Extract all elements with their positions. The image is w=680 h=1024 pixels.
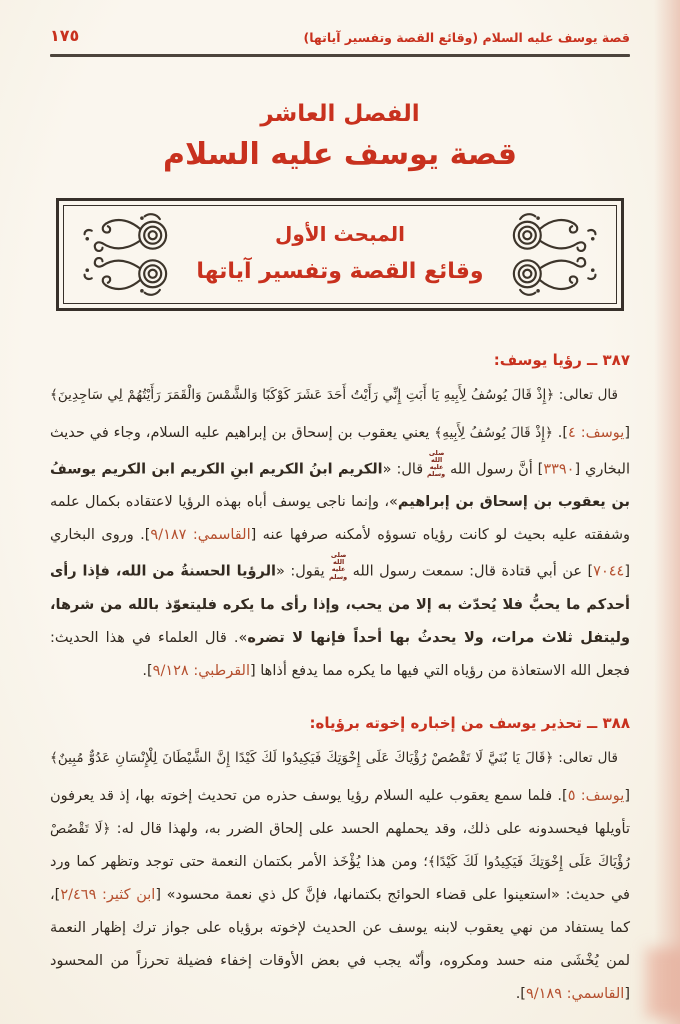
floral-corner-ornament-icon <box>72 246 176 298</box>
verse-paragraph <box>50 377 630 413</box>
page-header <box>50 26 630 45</box>
quran-verse: ﴿إِذْ قَالَ يُوسُفُ لِأَبِيهِ يَا أَبَتِ إِنِّي رَأَيْتُ أَحَدَ عَشَرَ كَوْكَبًا وَالشَّمْسَ وَالْقَمَرَ رَأَيْتُهُمْ لِي سَاجِدِينَ﴾ <box>50 386 555 403</box>
quran-verse: ﴿إِذْ قَالَ يُوسُفُ لِأَبِيهِ﴾ <box>434 424 553 441</box>
text-segment: يقول: « <box>276 563 331 580</box>
scan-edge-smudge <box>646 948 680 1018</box>
text-segment: يعني يعقوب بن إسحاق بن إبراهيم عليه السلام، وجاء في حديث البخاري [ <box>50 424 630 478</box>
reference: القاسمي: ٩/١٨٩ <box>525 985 625 1002</box>
text-segment: ]. فلما سمع يعقوب عليه السلام رؤيا يوسف حذره من تحديث إخوته بها، إذ قد يعرفون تأويلها فيحسدونه على ذلك، وقد يحملهم الحسد على إلحاق الضرر به، ولهذا قال له: <box>50 787 630 837</box>
verse-paragraph <box>50 740 630 776</box>
sections <box>50 351 630 1011</box>
honorific-saw-icon: صلى الله عليه وسلم <box>328 551 348 581</box>
header-rule <box>50 54 630 57</box>
topic-box-subtitle: وقائع القصة وتفسير آياتها <box>196 258 484 284</box>
floral-corner-ornament-icon <box>504 246 608 298</box>
honorific-saw-icon: صلى الله عليه وسلم <box>426 448 446 479</box>
section-heading: ٣٨٧ ــ رؤيا يوسف: <box>493 350 630 369</box>
chapter-title: قصة يوسف عليه السلام <box>162 136 518 172</box>
topic-box-inner <box>63 205 617 304</box>
text-segment: ] عن أبي قتادة قال: سمعت رسول الله <box>347 563 594 580</box>
reference: القاسمي: ٩/١٨٧ <box>150 527 251 544</box>
text-segment: ». قال العلماء في هذا الحديث: فجعل الله الاستعاذة من رؤياه التي فيها ما يكره مما يدفع أذاها [ <box>50 629 630 679</box>
text-segment: قال تعالى: <box>553 749 618 766</box>
topic-box <box>56 198 624 311</box>
reference: يوسف: ٤ <box>568 424 625 441</box>
text-segment: قال: « <box>382 461 429 478</box>
reference: القرطبي: ٩/١٢٨ <box>152 662 250 679</box>
body-paragraph <box>50 417 630 688</box>
reference: يوسف: ٥ <box>567 787 625 804</box>
section <box>50 351 630 688</box>
quran-verse: ﴿لَا تَقْصُصْ رُؤْيَاكَ عَلَى إِخْوَتِكَ فَيَكِيدُوا لَكَ كَيْدًا﴾ <box>50 820 631 870</box>
text-segment: قال تعالى: <box>554 386 618 403</box>
chapter-kicker: الفصل العاشر <box>260 100 420 127</box>
page-number: ١٧٥ <box>50 26 80 45</box>
text-segment: ؛ ومن هذا يُؤْخَذ الأمر بكتمان النعمة حتى توجد وتظهر كما ورد في حديث: «استعينوا على قضاء الحوائج بكتمانها، فإنَّ كل ذي نعمة محسود» [ <box>50 853 630 903</box>
section-heading: ٣٨٨ ــ تحذير يوسف من إخباره إخوته برؤياه: <box>309 713 630 732</box>
floral-corner-ornament-icon <box>504 211 608 263</box>
text-segment: ]. <box>142 662 153 679</box>
hadith-text: الكريم ابنُ الكريم ابنِ الكريم ابن الكريم يوسفُ بن يعقوب بن إسحاق بن إبراهيم <box>50 461 630 511</box>
text-segment: ]، كما يستفاد من نهي يعقوب لابنه يوسف عن الحديث لإخوته برؤياه على جواز ترك إظهار النعمة لمن يُخْشَى منه حسد ومكروه، وأنّه يجب في بعض الأوقات إخفاء فضيلة تحرزاً من المحسود [ <box>50 886 630 1002</box>
text-segment: [ <box>624 787 630 804</box>
body-paragraph <box>50 780 630 1011</box>
topic-box-title: المبحث الأول <box>274 221 406 246</box>
running-header-title: قصة يوسف عليه السلام (وقائع القصة وتفسير آياتها) <box>303 30 630 45</box>
text-segment: ]. وروى البخاري [ <box>50 527 630 580</box>
floral-corner-ornament-icon <box>72 211 176 263</box>
text-segment: [ <box>624 424 630 441</box>
reference: ٧٠٤٤ <box>593 563 625 580</box>
text-segment: ] أنَّ رسول الله <box>445 461 544 478</box>
text-segment: »، وإنما ناجى يوسف أباه بهذه الرؤيا لاعتقاده بكمال علمه وشفقته عليه بحيث لو كانت رؤياه تسوؤه لأمكنه صرفها عنه [ <box>50 494 630 544</box>
reference: ٣٣٩٠ <box>543 461 575 478</box>
text-segment: ]. <box>515 985 526 1002</box>
quran-verse: ﴿قَالَ يَا بُنَيَّ لَا تَقْصُصْ رُؤْيَاكَ عَلَى إِخْوَتِكَ فَيَكِيدُوا لَكَ كَيْدًا إِنَّ الشَّيْطَانَ لِلْإِنْسَانِ عَدُوٌّ مُبِينٌ﴾ <box>50 749 554 766</box>
hadith-text: الرؤيا الحسنةُ من الله، فإذا رأى أحدكم ما يحبُّ فلا يُحدّث به إلا من يحب، وإذا رأى ما يكره فليتعوّذ بالله من شرها، وليتفل ثلاث مرات، ولا يحدثُ بها أحداً فإنها لا تضره <box>50 563 630 646</box>
reference: ابن كثير: ٢/٤٦٩ <box>60 886 156 903</box>
text-segment: ]. <box>552 424 569 441</box>
section <box>50 714 630 1011</box>
